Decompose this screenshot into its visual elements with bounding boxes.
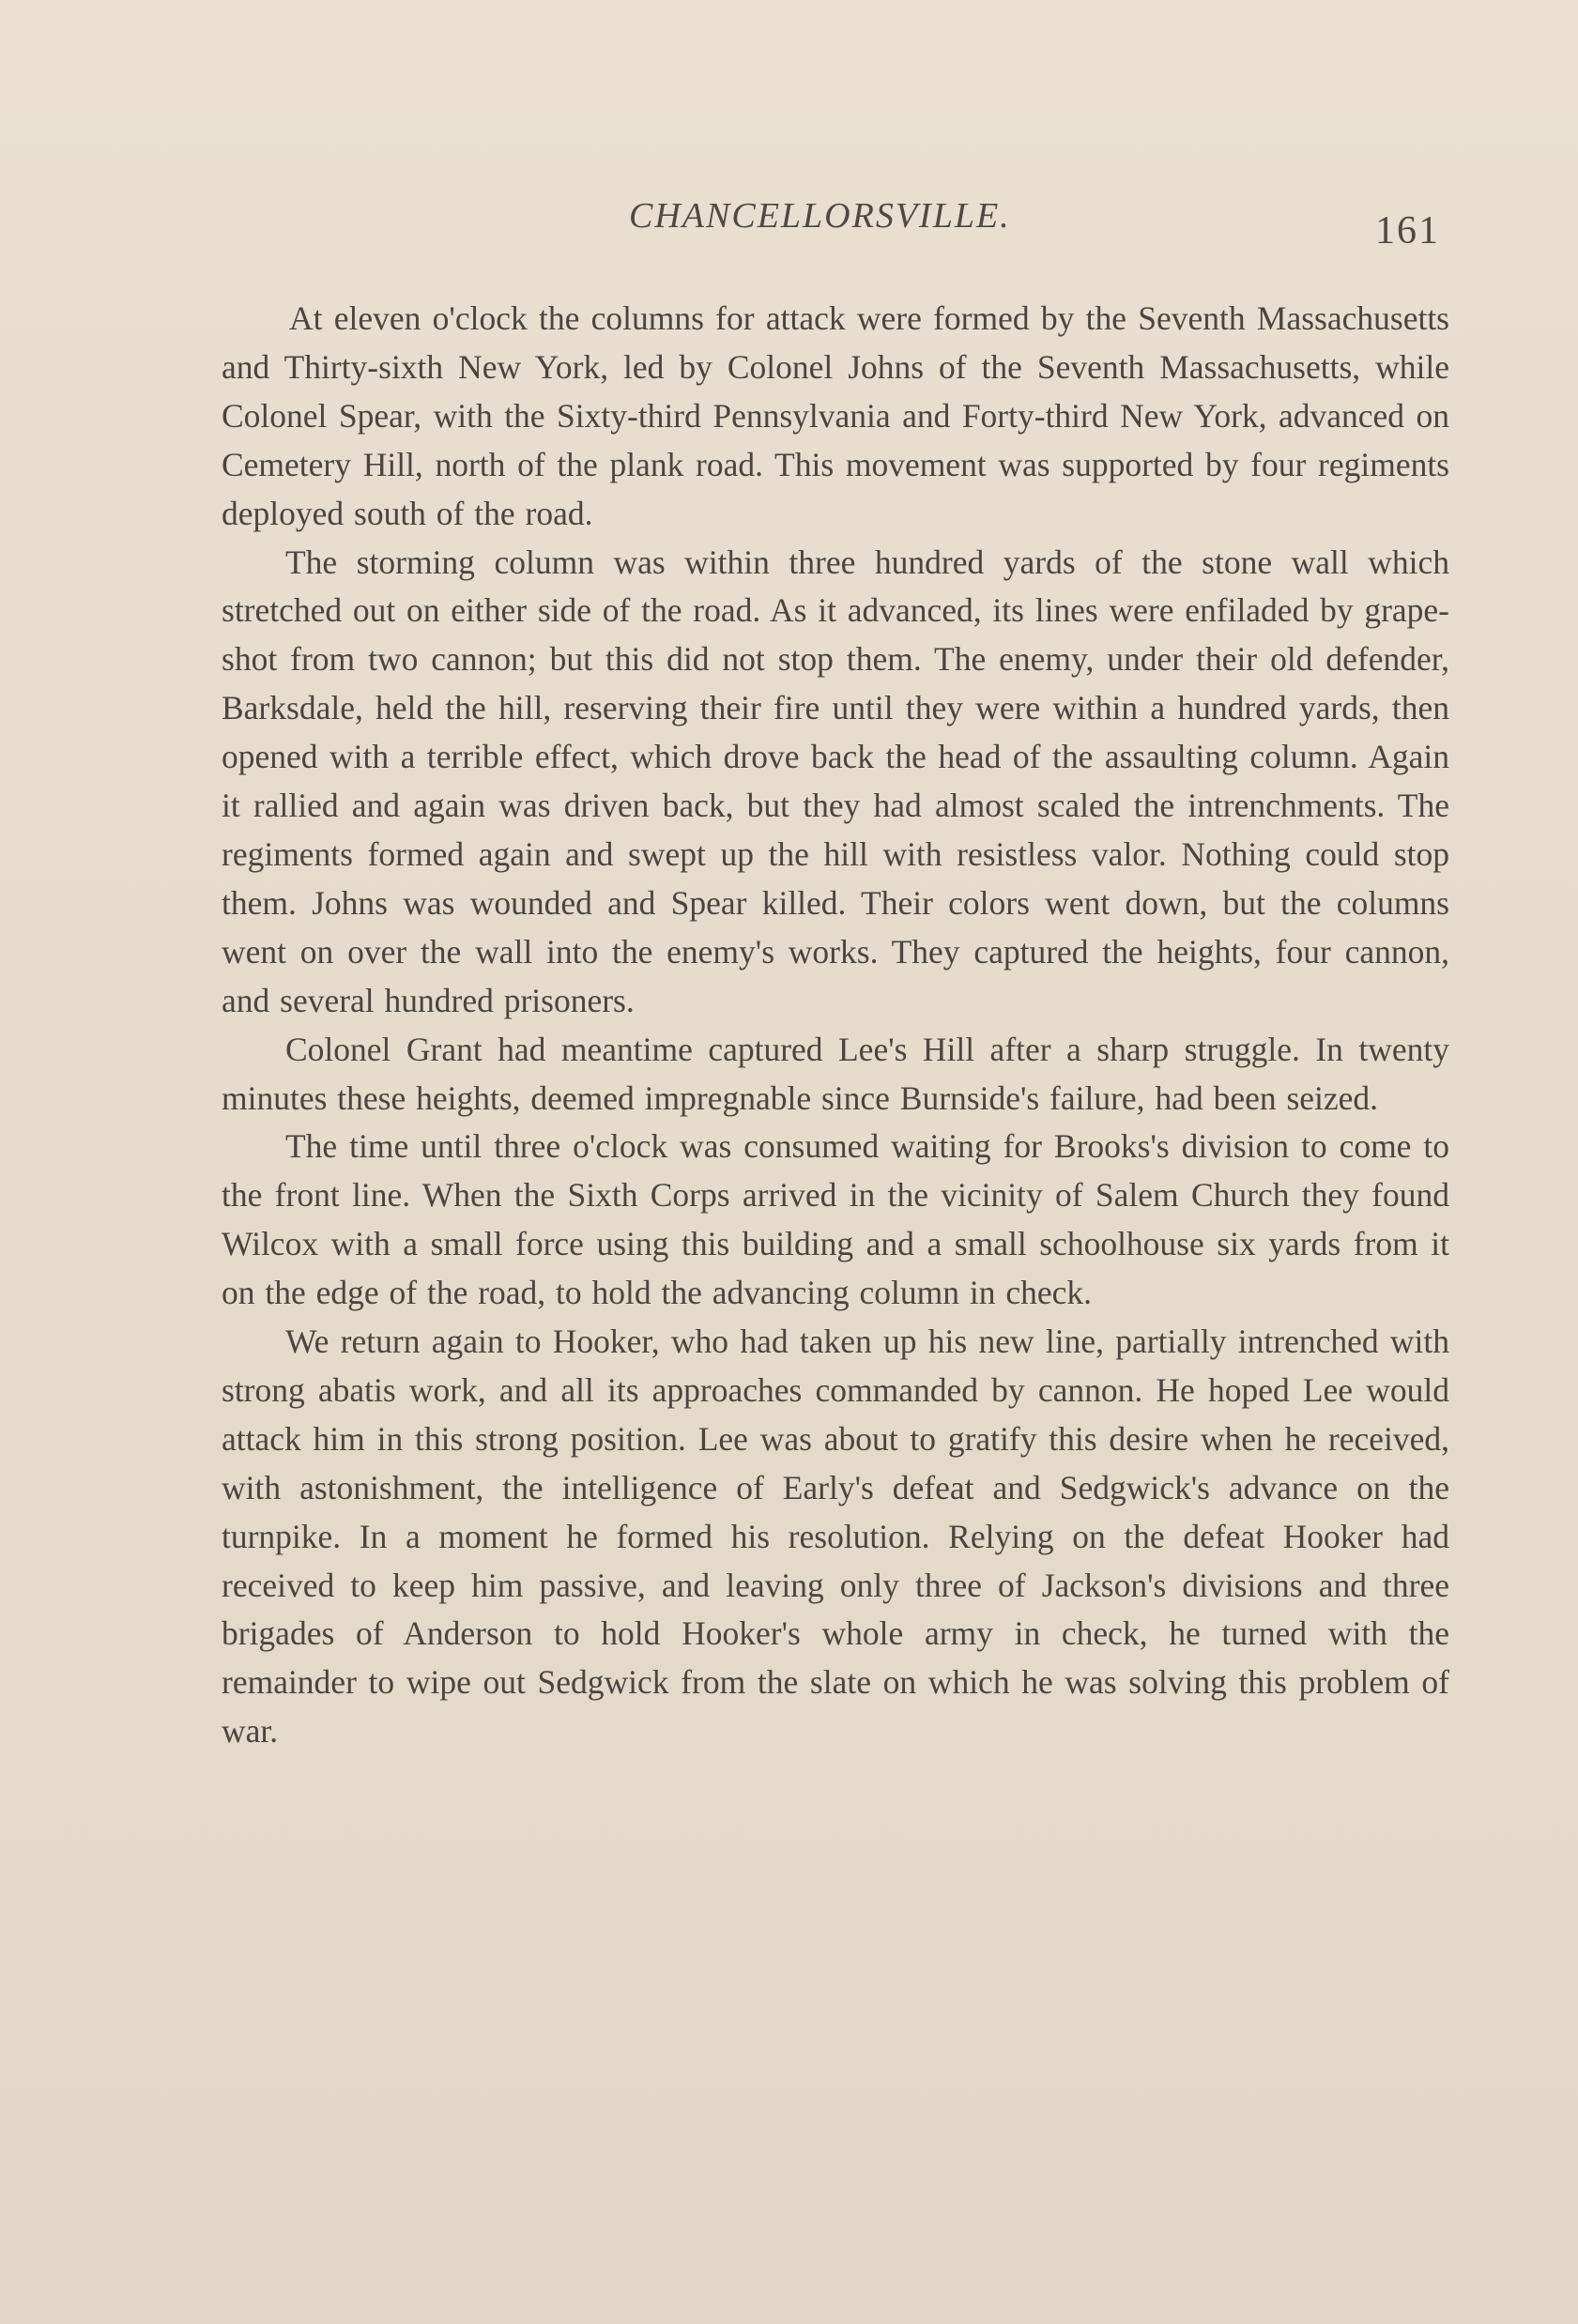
paragraph: Colonel Grant had meantime captured Lee's Hill after a sharp struggle. In twenty minutes these heights, deemed impregnable since Burnside's failure, had been seized. (222, 1030, 1449, 1117)
body-text (222, 295, 1449, 1756)
running-head (0, 195, 1578, 252)
running-title: CHANCELLORSVILLE. (629, 196, 1011, 236)
paragraph: The time until three o'clock was consumed waiting for Brooks's division to come to the front line. When the Sixth Corps arrived in the vicinity of Salem Church they found Wilcox with a small force using this building and a small schoolhouse six yards from it on the edge of the road, to hold the advancing column in check. (222, 1127, 1449, 1312)
paragraph: The storming column was within three hundred yards of the stone wall which stretched out on either side of the road. As it advanced, its lines were enfiladed by grape-shot from two cannon; but this did not stop them. The enemy, under their old defender, Barksdale, held the hill, reserving their fire until they were within a hundred yards, then opened with a terrible effect, which drove back the head of the assaulting column. Again it rallied and again was driven back, but they had almost scaled the intrenchments. The regiments formed again and swept up the hill with resistless valor. Nothing could stop them. Johns was wounded and Spear killed. Their colors went down, but the columns went on over the wall into the enemy's works. They captured the heights, four cannon, and several hundred prisoners. (222, 543, 1449, 1019)
page-number: 161 (1375, 209, 1440, 252)
paragraph: At eleven o'clock the columns for attack were formed by the Seventh Massachusetts and Thirty-sixth New York, led by Colonel Johns of the Seventh Massachusetts, while Colonel Spear, with the Sixty-third Pennsylvania and Forty-third New York, advanced on Cemetery Hill, north of the plank road. This movement was supported by four regiments deployed south of the road. (222, 299, 1449, 532)
paragraph: We return again to Hooker, who had taken up his new line, partially intrenched with strong abatis work, and all its approaches commanded by cannon. He hoped Lee would attack him in this strong position. Lee was about to gratify this desire when he received, with astonishment, the intelligence of Early's defeat and Sedgwick's advance on the turnpike. In a moment he formed his resolution. Relying on the defeat Hooker had received to keep him passive, and leaving only three of Jackson's divisions and three brigades of Anderson to hold Hooker's whole army in check, he turned with the remainder to wipe out Sedgwick from the slate on which he was solving this problem of war. (222, 1323, 1449, 1751)
